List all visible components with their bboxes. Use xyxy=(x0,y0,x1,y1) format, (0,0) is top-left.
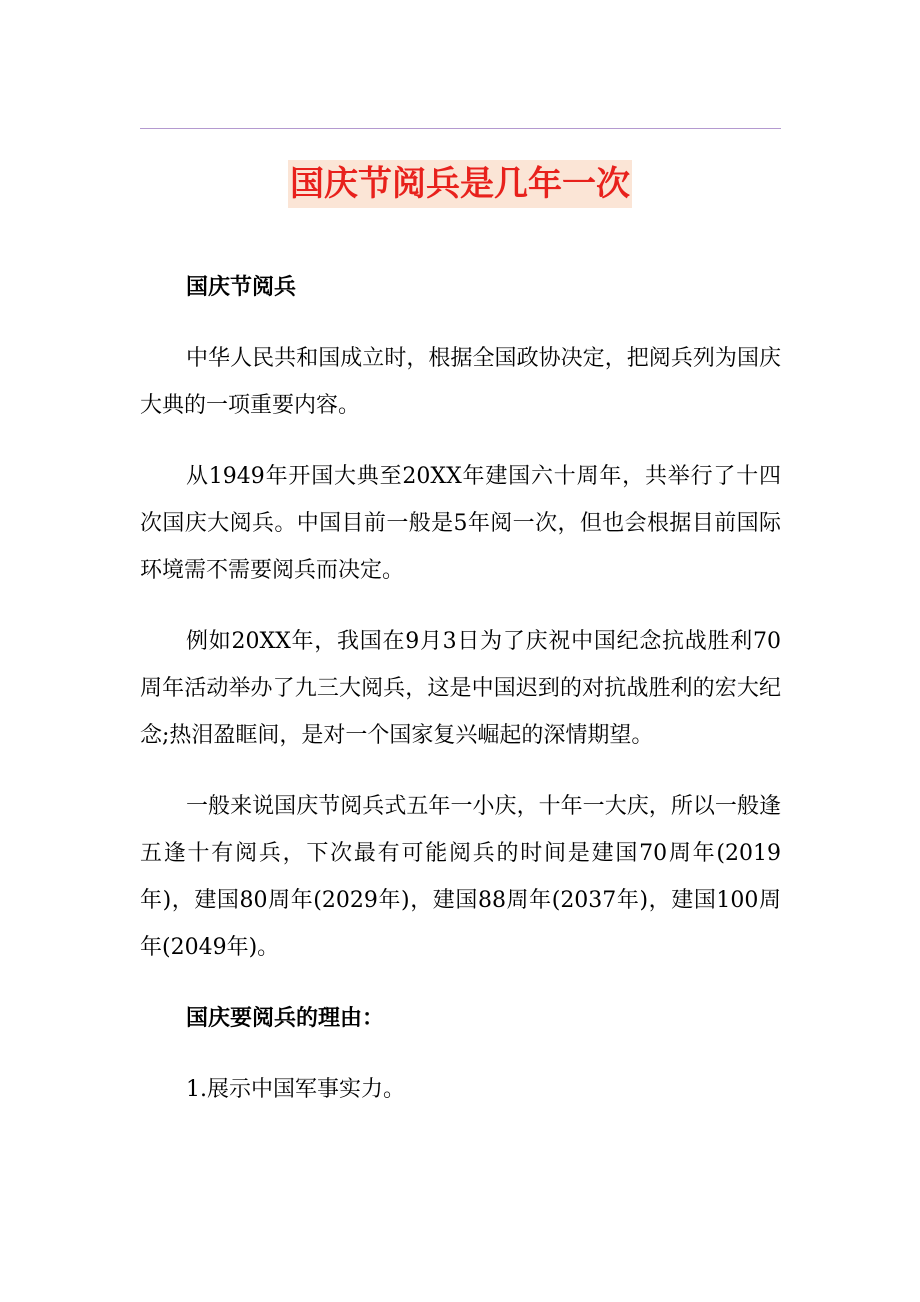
document-body xyxy=(140,264,781,1113)
list-item: 1.展示中国军事实力。 xyxy=(186,1077,405,1102)
section-heading-parade: 国庆节阅兵 xyxy=(186,274,297,300)
paragraph: 中华人民共和国成立时，根据全国政协决定，把阅兵列为国庆大典的一项重要内容。 xyxy=(140,346,781,418)
paragraph: 一般来说国庆节阅兵式五年一小庆，十年一大庆，所以一般逢五逢十有阅兵，下次最有可能阅兵的时间是建国70周年(2019年)，建国80周年(2029年)，建国88周年(2037年)，建国100周年(2049年)。 xyxy=(140,794,781,960)
paragraph: 从1949年开国大典至20XX年建国六十周年，共举行了十四次国庆大阅兵。中国目前一般是5年阅一次，但也会根据目前国际环境需不需要阅兵而决定。 xyxy=(140,464,781,583)
document-title: 国庆节阅兵是几年一次 xyxy=(288,160,632,208)
paragraph: 例如20XX年，我国在9月3日为了庆祝中国纪念抗战胜利70周年活动举办了九三大阅兵，这是中国迟到的对抗战胜利的宏大纪念;热泪盈眶间，是对一个国家复兴崛起的深情期望。 xyxy=(140,629,781,748)
title-container xyxy=(0,160,920,208)
header-rule xyxy=(140,128,781,129)
section-heading-reasons: 国庆要阅兵的理由： xyxy=(186,1005,385,1031)
